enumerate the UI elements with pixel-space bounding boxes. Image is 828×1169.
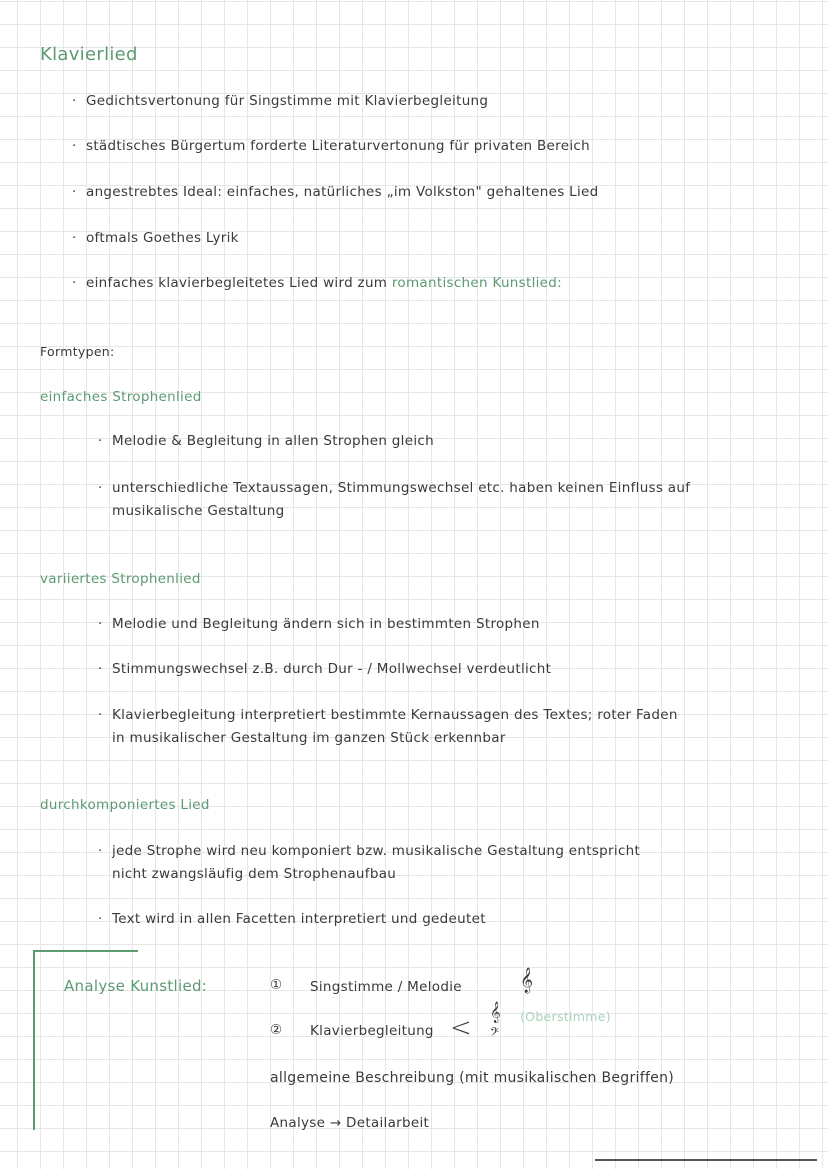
intro-bullet: · städtisches Bürgertum forderte Literaturvertonung für privaten Bereich [86, 138, 590, 154]
box-top-line [33, 950, 138, 952]
intro-bullet: · oftmals Goethes Lyrik [86, 230, 239, 246]
branch-icon: < [450, 1013, 473, 1043]
intro-bullet: · angestrebtes Ideal: einfaches, natürliches „im Volkston" gehaltenes Lied [86, 184, 599, 200]
section-bullet: · unterschiedliche Textaussagen, Stimmungswechsel etc. haben keinen Einfluss auf [112, 480, 690, 496]
treble-clef-icon: 𝄞 [520, 968, 534, 993]
oberstimme-note: (Oberstimme) [520, 1009, 611, 1024]
section-heading: variiertes Strophenlied [40, 571, 201, 587]
analyse-item: Klavierbegleitung [310, 1023, 434, 1039]
analyse-label: Analyse Kunstlied: [64, 977, 208, 995]
box-left-line [33, 950, 35, 1130]
section-bullet-cont: in musikalischer Gestaltung im ganzen Stück erkennbar [112, 730, 506, 746]
section-heading: einfaches Strophenlied [40, 389, 202, 405]
intro-bullet: · Gedichtsvertonung für Singstimme mit Klavierbegleitung [86, 93, 488, 109]
item-number: ① [270, 977, 283, 993]
analyse-item: Singstimme / Melodie [310, 979, 462, 995]
section-bullet-cont: nicht zwangsläufig dem Strophenaufbau [112, 866, 397, 882]
section-bullet: · Text wird in allen Facetten interpretiert und gedeutet [112, 911, 486, 927]
section-bullet: · Melodie und Begleitung ändern sich in bestimmten Strophen [112, 616, 540, 632]
treble-clef-icon: 𝄞 [490, 1002, 501, 1023]
formtypen-label: Formtypen: [40, 344, 115, 359]
section-bullet-cont: musikalische Gestaltung [112, 503, 285, 519]
page-title: Klavierlied [40, 44, 138, 65]
intro-bullet-text: einfaches klavierbegleitetes Lied wird zum [86, 275, 388, 291]
section-bullet: · jede Strophe wird neu komponiert bzw. musikalische Gestaltung entspricht [112, 843, 640, 859]
item-number: ② [270, 1022, 283, 1038]
intro-highlight: romantischen Kunstlied: [391, 275, 563, 291]
section-heading: durchkomponiertes Lied [40, 797, 210, 813]
section-bullet: · Klavierbegleitung interpretiert bestimmte Kernaussagen des Textes; roter Faden [112, 707, 678, 723]
analyse-general: allgemeine Beschreibung (mit musikalischen Begriffen) [270, 1070, 675, 1086]
section-bullet: · Stimmungswechsel z.B. durch Dur - / Mollwechsel verdeutlicht [112, 661, 551, 677]
intro-bullet [86, 275, 562, 291]
bottom-divider [595, 1159, 817, 1161]
analyse-detail: Analyse → Detailarbeit [270, 1115, 430, 1131]
section-bullet: · Melodie & Begleitung in allen Strophen gleich [112, 433, 434, 449]
bass-clef-icon: 𝄢 [490, 1026, 500, 1042]
